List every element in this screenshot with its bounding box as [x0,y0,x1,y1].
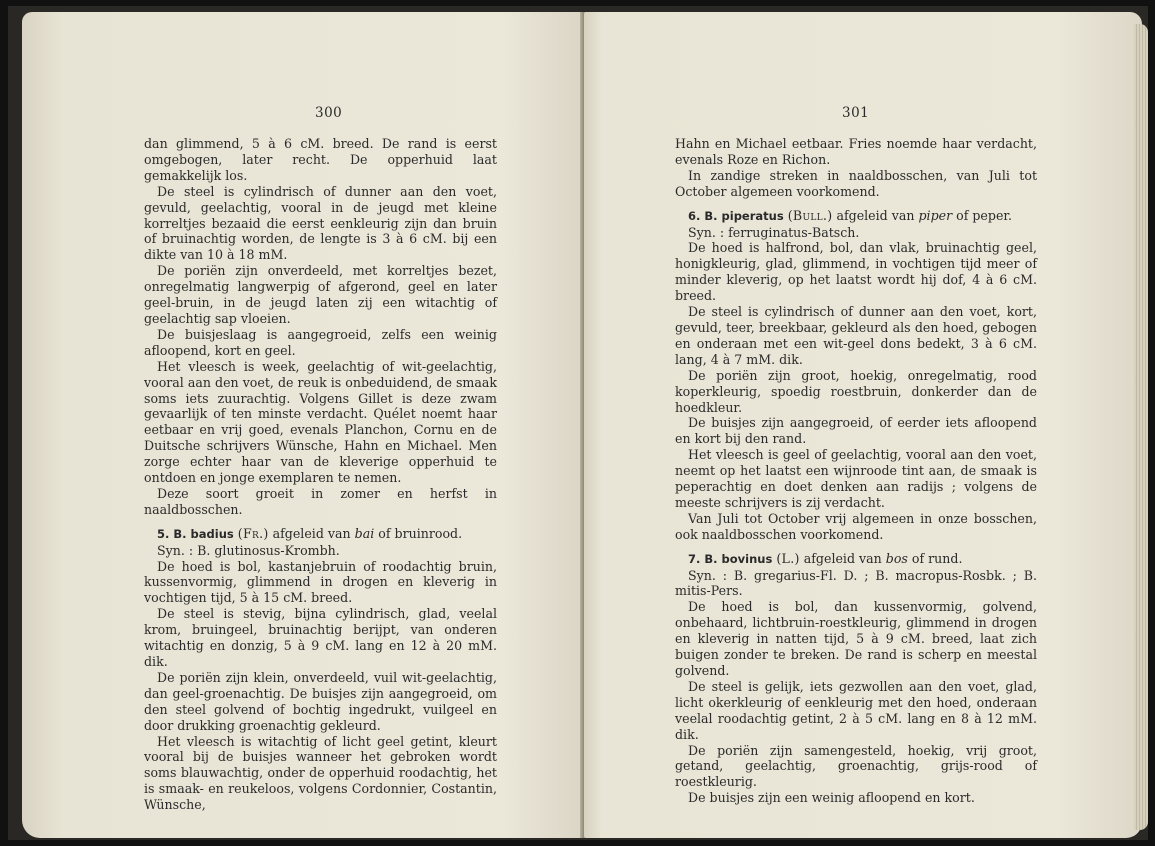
species-name: B. bovinus [704,551,773,566]
paragraph: Deze soort groeit in zomer en herfst in naaldbosschen. [144,485,497,517]
synonym-line: Syn. : ferruginatus-Batsch. [688,224,860,240]
paragraph: Het vleesch is witachtig of licht geel getint, kleurt vooral bij de buisjes wanneer het gebroken wordt soms blauwachtig, onder de opperhuid roodachtig, het is smaak- en reukeloos, volgens Cordonnier, Costantin, Wünsche, [144,733,497,813]
page-number: 301 [842,105,870,121]
paragraph: In zandige streken in naaldbosschen, van Juli tot October algemeen voorkomend. [675,167,1037,199]
synonym-line: Syn. : B. glutinosus-Krombh. [157,542,340,558]
etymology-meaning: of rund. [911,550,963,566]
paragraph: De poriën zijn groot, hoekig, onregelmatig, rood koperkleurig, spoedig roestbruin, donkerder dan de hoedkleur. [675,367,1037,415]
paragraph: De buisjeslaag is aangegroeid, zelfs een weinig afloopend, kort en geel. [144,326,497,358]
species-name: B. piperatus [704,208,784,223]
paragraph: De buisjes zijn een weinig afloopend en kort. [688,790,975,806]
species-heading [144,526,497,543]
paragraph: De steel is cylindrisch of dunner aan den voet, kort, gevuld, teer, breekbaar, gekleurd als den hoed, gebogen en onderaan met een wit-geel dons bedekt, 3 à 6 cM. lang, 4 à 7 mM. dik. [675,304,1037,367]
etymology-text: afgeleid van [803,550,882,566]
paragraph: De hoed is halfrond, bol, dan vlak, bruinachtig geel, honigkleurig, glad, glimmend, in vochtigen tijd meer of minder kleverig, op het laatst wordt hij dof, 4 à 6 cM. breed. [675,240,1037,304]
paragraph: De hoed is bol, kastanjebruin of roodachtig bruin, kussenvormig, glimmend in drogen en kleverig in vochtigen tijd, 5 à 15 cM. breed. [144,558,497,606]
page-edges [1134,24,1148,830]
paragraph: Van Juli tot October vrij algemeen in onze bosschen, ook naaldbosschen voorkomend. [675,510,1037,542]
paragraph: De poriën zijn samengesteld, hoekig, vrij groot, getand, geelachtig, groenachtig, grijs-rood of roestkleurig. [675,742,1037,790]
left-page [22,12,588,838]
species-author: (Fr.) [237,525,269,541]
paragraph: De steel is cylindrisch of dunner aan den voet, gevuld, geelachtig, vooral in de jeugd met kleine korreltjes bezaaid die eerst eenkleurig zijn dan bruin of bruinachtig worden, de lengte is 3 à 6 cM. bij een dikte van 10 à 18 mM. [144,183,497,263]
paragraph: De hoed is bol, dan kussenvormig, golvend, onbehaard, lichtbruin-roestkleurig, glimmend in drogen en kleverig in natten tijd, 5 à 9 cM. breed, laat zich buigen zonder te breken. De rand is scherp en meestal golvend. [675,599,1037,678]
etymology-text: afgeleid van [836,207,915,223]
etymology-text: afgeleid van [272,525,351,541]
paragraph: De steel is stevig, bijna cylindrisch, glad, veelal krom, bruingeel, bruinachtig berijpt, van onderen witachtig en donzig, 5 à 9 cM. lang en 12 à 20 mM. dik. [144,606,497,669]
page-body [675,136,1037,806]
page-number: 300 [315,105,343,121]
etymology-word: bos [885,550,908,566]
etymology-word: bai [354,525,375,541]
etymology-meaning: of bruinrood. [378,525,463,541]
paragraph: Hahn en Michael eetbaar. Fries noemde haar verdacht, evenals Roze en Richon. [675,136,1037,167]
species-heading [675,551,1037,568]
species-author: (L.) [776,550,800,566]
synonym-line: Syn. : B. gregarius-Fl. D. ; B. macropus-Rosbk. ; B. mitis-Pers. [675,567,1037,599]
species-number: 7. [688,551,701,566]
paragraph: Het vleesch is geel of geelachtig, vooral aan den voet, neemt op het laatst een wijnroode tint aan, de smaak is peperachtig en doet denken aan radijs ; volgens de meeste schrijvers is zij verdacht. [675,447,1037,510]
open-book [8,6,1148,840]
paragraph: Het vleesch is week, geelachtig of wit-geelachtig, vooral aan den voet, de reuk is onbeduidend, de smaak soms iets zuurachtig. Volgens Gillet is deze zwam gevaarlijk of ten minste verdacht. Quélet noemt haar eetbaar en vrij goed, evenals Planchon, Cornu en de Duitsche schrijvers Wünsche, Hahn en Michael. Men zorge echter haar van de kleverige opperhuid te ontdoen en jonge exemplaren te nemen. [144,358,497,486]
page-body [144,136,497,813]
paragraph: De poriën zijn klein, onverdeeld, vuil wit-geelachtig, dan geel-groenachtig. De buisjes zijn aangegroeid, om den steel golvend of bochtig ingedrukt, vuilgeel en door drukking groenachtig gekleurd. [144,669,497,733]
species-heading [675,208,1037,225]
species-name: B. badius [173,526,234,541]
right-page [584,12,1142,838]
etymology-word: piper [918,207,953,223]
species-number: 5. [157,526,170,541]
paragraph: De buisjes zijn aangegroeid, of eerder iets afloopend en kort bij den rand. [675,415,1037,447]
species-number: 6. [688,208,701,223]
paragraph: De steel is gelijk, iets gezwollen aan den voet, glad, licht okerkleurig of eenkleurig met den hoed, onderaan veelal roodachtig getint, 2 à 5 cM. lang en 8 à 12 mM. dik. [675,678,1037,742]
species-author: (Bull.) [787,207,833,223]
etymology-meaning: of peper. [956,207,1013,223]
paragraph: De poriën zijn onverdeeld, met korreltjes bezet, onregelmatig langwerpig of afgerond, geel en later geel-bruin, in de jeugd laten zij een witachtig of geelachtig sap vloeien. [144,263,497,326]
paragraph: dan glimmend, 5 à 6 cM. breed. De rand is eerst omgebogen, later recht. De opperhuid laat gemakkelijk los. [144,136,497,183]
